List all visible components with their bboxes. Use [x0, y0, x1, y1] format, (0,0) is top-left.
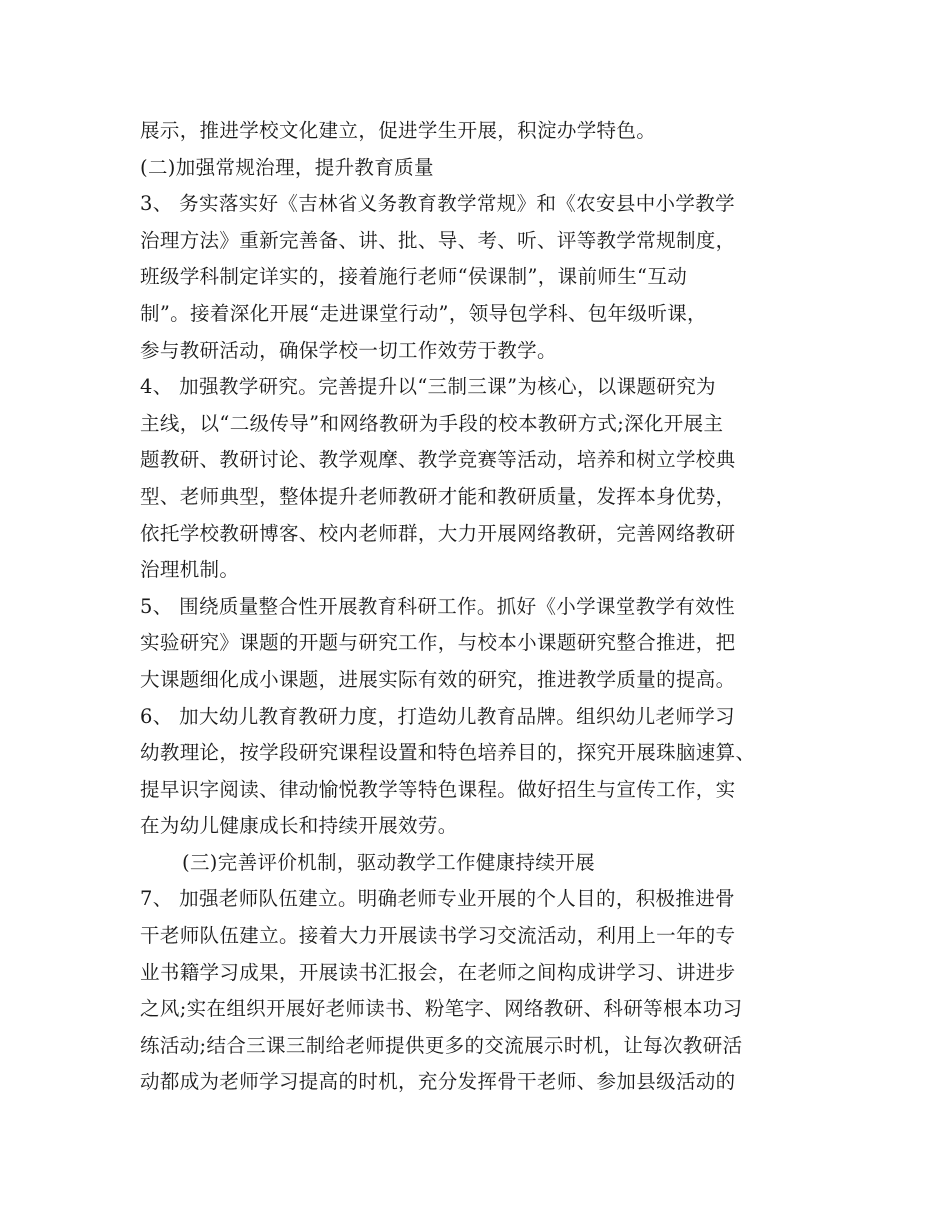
text-line: 7、 加强老师队伍建立。明确老师专业开展的个人目的，积极推进骨: [140, 887, 735, 911]
text-line: 制”。接着深化开展“走进课堂行动”，领导包学科、包年级听课，: [140, 301, 707, 325]
text-line: 在为幼儿健康成长和持续开展效劳。: [140, 814, 458, 838]
text-line: 之风;实在组织开展好老师读书、粉笔字、网络教研、科研等根本功习: [140, 997, 743, 1021]
text-line: 题教研、教研讨论、教学观摩、教学竞赛等活动，培养和树立学校典: [140, 448, 736, 472]
text-line: 3、 务实落实好《吉林省义务教育教学常规》和《农安县中小学教学: [140, 192, 735, 216]
body-text: [140, 113, 830, 1101]
text-line: 5、 围绕质量整合性开展教育科研工作。抓好《小学课堂教学有效性: [140, 594, 735, 618]
text-line: 幼教理论，按学段研究课程设置和特色培养目的，探究开展珠脑速算、: [140, 741, 756, 765]
section-heading: (三)完善评价机制，驱动教学工作健康持续开展: [182, 850, 595, 874]
text-line: 型、老师典型，整体提升老师教研才能和教研质量，发挥本身优势，: [140, 484, 736, 508]
text-line: 业书籍学习成果，开展读书汇报会，在老师之间构成讲学习、讲进步: [140, 960, 736, 984]
text-line: 练活动;结合三课三制给老师提供更多的交流展示时机，让每次教研活: [140, 1033, 743, 1057]
text-line: 提早识字阅读、律动愉悦教学等特色课程。做好招生与宣传工作，实: [140, 777, 736, 801]
text-line: 治理方法》重新完善备、讲、批、导、考、听、评等教学常规制度，: [140, 228, 736, 252]
text-line: 大课题细化成小课题，进展实际有效的研究，推进教学质量的提高。: [140, 667, 736, 691]
text-line: 依托学校教研博客、校内老师群，大力开展网络教研，完善网络教研: [140, 521, 736, 545]
text-line: 6、 加大幼儿教育教研力度，打造幼儿教育品牌。组织幼儿老师学习: [140, 704, 735, 728]
text-line: 干老师队伍建立。接着大力开展读书学习交流活动，利用上一年的专: [140, 924, 736, 948]
text-line: 班级学科制定详实的，接着施行老师“侯课制”，课前师生“互动: [140, 265, 688, 289]
text-line: 4、 加强教学研究。完善提升以“三制三课”为核心，以课题研究为: [140, 375, 716, 399]
text-line: 展示，推进学校文化建立，促进学生开展，积淀办学特色。: [140, 119, 657, 142]
text-line: 动都成为老师学习提高的时机，充分发挥骨干老师、参加县级活动的: [140, 1070, 736, 1094]
text-line: 实验研究》课题的开题与研究工作，与校本小课题研究整合推进，把: [140, 631, 736, 655]
text-line: 治理机制。: [140, 558, 240, 582]
text-line: 主线，以“二级传导”和网络教研为手段的校本教研方式;深化开展主: [140, 411, 724, 435]
text-line: 参与教研活动，确保学校一切工作效劳于教学。: [140, 338, 557, 362]
section-heading: (二)加强常规治理，提升教育质量: [140, 155, 434, 179]
